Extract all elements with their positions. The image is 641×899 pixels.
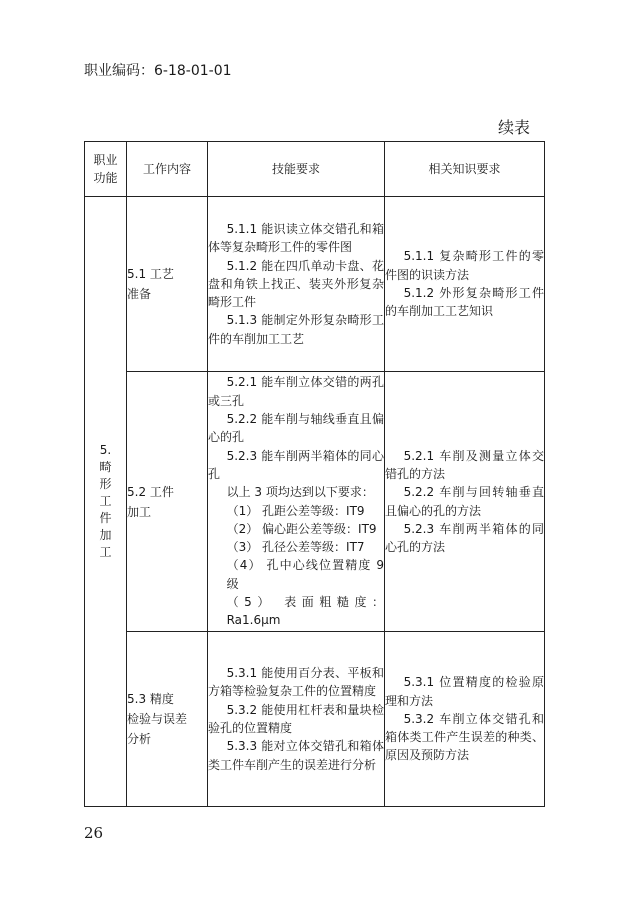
skill-item: 5.2.1 能车削立体交错的两孔或三孔 bbox=[208, 375, 384, 408]
function-char: 畸 bbox=[99, 460, 112, 474]
knowledge-cell bbox=[385, 372, 545, 632]
work-content-line: 5.1 工艺 bbox=[127, 267, 174, 281]
skill-item: 5.1.2 能在四爪单动卡盘、花盘和角铁上找正、装夹外形复杂畸形工件 bbox=[208, 258, 384, 310]
function-char: 件 bbox=[99, 511, 112, 525]
function-char: 工 bbox=[99, 494, 112, 508]
skill-item: 5.3.1 能使用百分表、平板和方箱等检验复杂工件的位置精度 bbox=[208, 666, 384, 699]
work-content-line: 5.3 精度 bbox=[127, 692, 174, 706]
skill-cell bbox=[208, 632, 385, 807]
knowledge-item: 5.2.2 车削与回转轴垂直且偏心的孔的方法 bbox=[385, 485, 544, 518]
work-content-line: 加工 bbox=[127, 504, 152, 519]
knowledge-item: 5.2.3 车削两半箱体的同心孔的方法 bbox=[385, 521, 544, 555]
function-char: 形 bbox=[99, 477, 112, 491]
work-content-line: 准备 bbox=[127, 287, 152, 301]
function-number: 5. bbox=[99, 443, 112, 457]
work-content-line: 检验与误差 bbox=[127, 712, 188, 726]
skill-item: 5.1.3 能制定外形复杂畸形工件的车削加工工艺 bbox=[208, 313, 384, 346]
table-row bbox=[85, 632, 545, 807]
skill-item: 5.3.3 能对立体交错孔和箱体类工件车削产生的误差进行分析 bbox=[208, 739, 384, 772]
knowledge-cell bbox=[385, 197, 545, 372]
knowledge-item: 5.1.1 复杂畸形工件的零件图的识读方法 bbox=[385, 249, 544, 282]
skill-item: 5.2.3 能车削两半箱体的同心孔 bbox=[208, 448, 384, 481]
header-function-line1: 职业 bbox=[93, 153, 118, 167]
skill-cell bbox=[208, 372, 385, 632]
header-knowledge-requirements: 相关知识要求 bbox=[385, 142, 545, 197]
table-header-row bbox=[85, 142, 545, 197]
function-char: 加 bbox=[99, 528, 112, 542]
header-function-line2: 功能 bbox=[93, 171, 118, 185]
table-row bbox=[85, 372, 545, 632]
continued-label: 续表 bbox=[498, 118, 531, 137]
skill-item: （1） 孔距公差等级：IT9 bbox=[226, 503, 365, 518]
work-content-line: 分析 bbox=[127, 732, 152, 746]
knowledge-item: 5.3.2 车削立体交错孔和箱体类工件产生误差的种类、原因及预防方法 bbox=[385, 711, 544, 763]
skill-item: 以上 3 项均达到以下要求： bbox=[226, 485, 374, 500]
page-number: 26 bbox=[84, 824, 104, 842]
header-function bbox=[85, 142, 127, 197]
header-skill-requirements: 技能要求 bbox=[208, 142, 385, 197]
work-content-cell bbox=[127, 372, 208, 632]
skill-item: （2） 偏心距公差等级：IT9 bbox=[226, 521, 377, 536]
knowledge-item: 5.1.2 外形复杂畸形工件的车削加工工艺知识 bbox=[385, 286, 544, 319]
skill-cell bbox=[208, 197, 385, 372]
work-content-cell bbox=[127, 632, 208, 807]
knowledge-item: 5.2.1 车削及测量立体交错孔的方法 bbox=[385, 448, 544, 481]
knowledge-item: 5.3.1 位置精度的检验原理和方法 bbox=[385, 675, 544, 708]
skill-item: 5.2.2 能车削与轴线垂直且偏心的孔 bbox=[208, 412, 384, 445]
skills-table bbox=[84, 141, 545, 807]
skill-item: 5.1.1 能识读立体交错孔和箱体等复杂畸形工件的零件图 bbox=[208, 221, 384, 255]
function-char: 工 bbox=[99, 545, 112, 559]
knowledge-cell bbox=[385, 632, 545, 807]
skill-item: （3） 孔径公差等级：IT7 bbox=[226, 540, 365, 555]
header-work-content: 工作内容 bbox=[127, 142, 208, 197]
function-cell bbox=[85, 197, 127, 807]
work-content-line: 5.2 工件 bbox=[127, 484, 174, 499]
table-row bbox=[85, 197, 545, 372]
skill-item: （4） 孔中心线位置精度 9 级 bbox=[226, 558, 384, 591]
skill-item: （5） 表面粗糙度：Ra1.6μm bbox=[226, 594, 384, 628]
work-content-cell bbox=[127, 197, 208, 372]
skill-item: 5.3.2 能使用杠杆表和量块检验孔的位置精度 bbox=[208, 702, 384, 735]
occupation-code: 职业编码：6-18-01-01 bbox=[84, 63, 232, 79]
